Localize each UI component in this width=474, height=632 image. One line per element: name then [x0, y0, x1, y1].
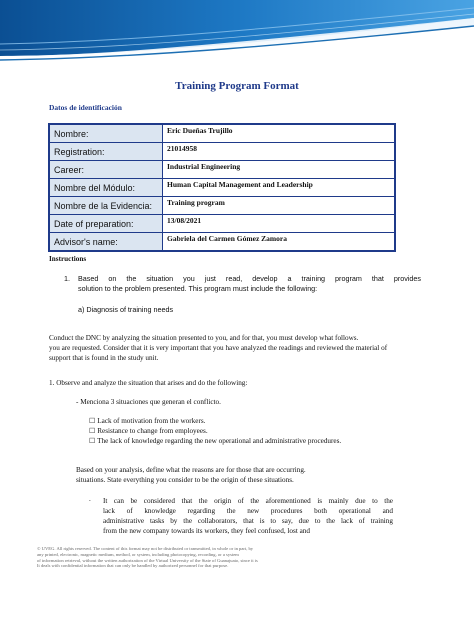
dnc-line-2: you are requested. Consider that it is very important that you have analyzed the readings and reviewed the material of — [49, 344, 388, 352]
table-row — [49, 215, 395, 233]
mention-label: - Menciona 3 situaciones que generan el conflicto. — [76, 398, 221, 406]
name-label: Nombre: — [49, 124, 163, 143]
document-title: Training Program Format — [175, 80, 299, 92]
situation-text: Lack of motivation from the workers. — [97, 417, 206, 425]
situation-list-item — [89, 417, 205, 427]
header-banner — [0, 0, 474, 66]
footer-line: © UVEG. All rights reserved. The content of this format may not be distributed or transmitted, in whole or in part, by — [37, 546, 254, 551]
footer-line: It deals with confidential information that can only be handled by authorized personnel for that purpose. — [37, 563, 229, 569]
footer-line: of information retrieval, without the written authorization of the Virtual University of the State of Guanajuato, since it is — [37, 557, 258, 563]
checkbox-icon: ☐ — [89, 427, 96, 435]
instructions-heading: Instructions — [49, 255, 87, 263]
step-1-text: 1. Observe and analyze the situation that arises and do the following: — [49, 379, 248, 387]
career-value[interactable]: Industrial Engineering — [163, 161, 396, 179]
header-wave-graphic — [0, 0, 474, 66]
advisor-label: Advisor's name: — [49, 233, 163, 252]
footer-line: any printed, electronic, magnetic medium, method, or system, including photocopying, recording, or a system — [37, 551, 239, 557]
analysis-line-1: Based on your analysis, define what the reasons are for those that are occurring. — [76, 466, 306, 474]
instruction-item-number: 1. — [64, 274, 70, 283]
table-row — [49, 197, 395, 215]
career-label: Career: — [49, 161, 163, 179]
dnc-line-3: support that is found in the study unit. — [49, 354, 159, 362]
table-row — [49, 233, 395, 252]
answer-line-1: It can be considered that the origin of the aforementioned is mainly due to the — [103, 497, 393, 505]
answer-line-3: administrative tasks by the collaborators, that is to say, due to the lack of training — [103, 517, 393, 525]
checkbox-icon: ☐ — [89, 437, 96, 445]
date-label: Date of preparation: — [49, 215, 163, 233]
dnc-line-1: Conduct the DNC by analyzing the situation presented to you, and for that, you must develop what follows. — [49, 334, 359, 342]
evidence-label: Nombre de la Evidencia: — [49, 197, 163, 215]
advisor-value[interactable]: Gabriela del Carmen Gómez Zamora — [163, 233, 396, 252]
module-label: Nombre del Módulo: — [49, 179, 163, 197]
registration-label: Registration: — [49, 143, 163, 161]
analysis-line-2: situations. State everything you consider to be the origin of these situations. — [76, 476, 294, 484]
module-value[interactable]: Human Capital Management and Leadership — [163, 179, 396, 197]
copyright-footer — [37, 546, 307, 569]
answer-line-4: from the new company towards its workers, they feel confused, lost and — [103, 527, 310, 535]
table-row — [49, 124, 395, 143]
instruction-item-line-2: solution to the problem presented. This program must include the following: — [78, 284, 318, 293]
date-value[interactable]: 13/08/2021 — [163, 215, 396, 233]
situation-list-item — [89, 437, 341, 447]
table-row — [49, 179, 395, 197]
instruction-sub-a: a) Diagnosis of training needs — [78, 305, 174, 314]
situation-list-item — [89, 427, 208, 437]
situation-text: Resistance to change from employees. — [97, 427, 208, 435]
evidence-value[interactable]: Training program — [163, 197, 396, 215]
answer-line-2: lack of knowledge regarding the new procedures both operational and — [103, 507, 393, 515]
instruction-item-line-1: Based on the situation you just read, develop a training program that provides — [78, 274, 421, 283]
name-value[interactable]: Eric Dueñas Trujillo — [163, 124, 396, 143]
answer-bullet: . — [89, 495, 91, 503]
checkbox-icon: ☐ — [89, 417, 96, 425]
identification-section-label: Datos de identificación — [49, 103, 122, 112]
table-row — [49, 143, 395, 161]
table-row — [49, 161, 395, 179]
identification-table — [48, 123, 396, 252]
situation-text: The lack of knowledge regarding the new operational and administrative procedures. — [97, 437, 342, 445]
registration-value[interactable]: 21014958 — [163, 143, 396, 161]
